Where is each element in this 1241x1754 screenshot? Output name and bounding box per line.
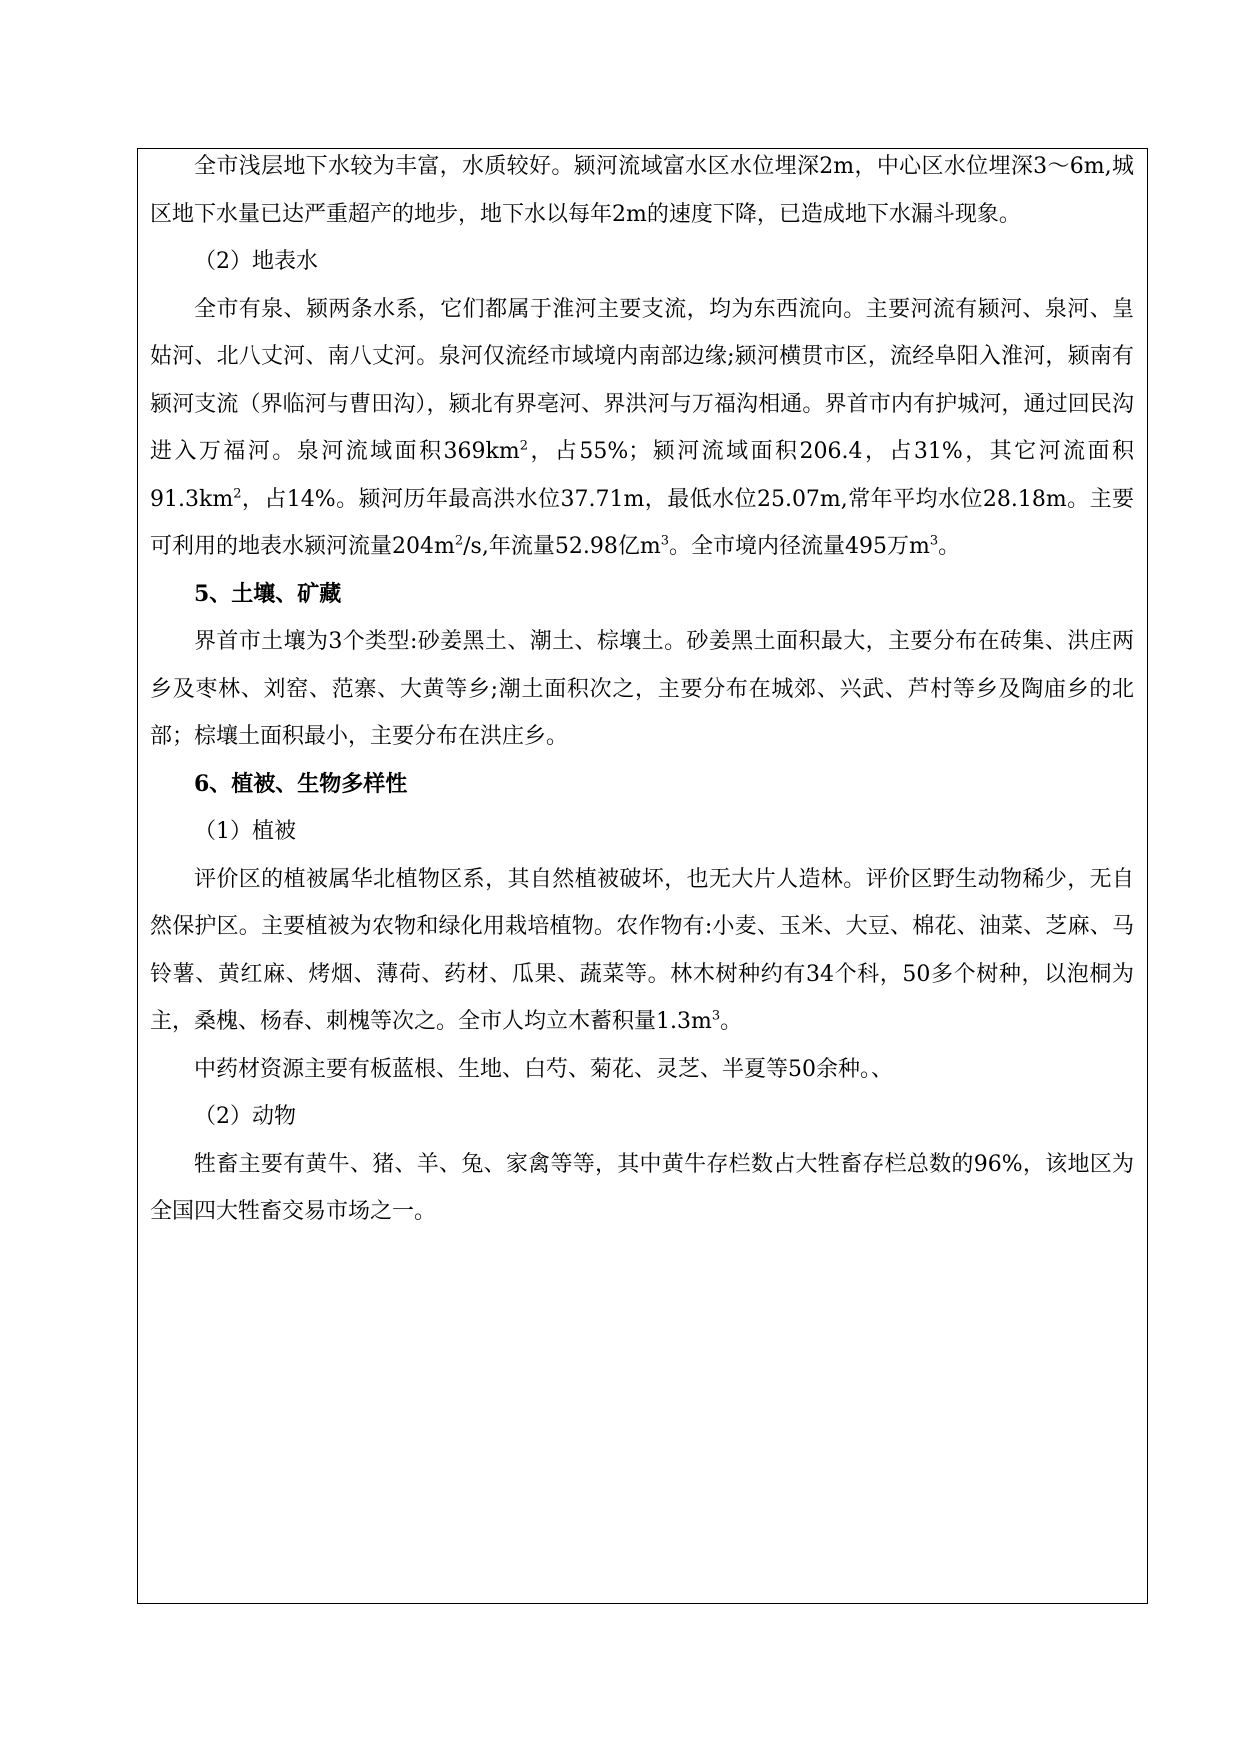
vegetation-heading: 6、植被、生物多样性 [194,770,408,797]
vegetation-paragraph [150,856,1134,1046]
animals-subtitle: （2）动物 [194,1104,296,1129]
vegetation-text-2: 。 [720,1009,743,1034]
surface-water-text-2: ，占55%；颍河流域面积206.4，占31%，其它河流面积91.3km [150,439,1134,512]
surface-water-paragraph [150,286,1134,571]
soil-heading: 5、土壤、矿藏 [194,580,342,607]
document-body [150,143,1134,1236]
soil-paragraph: 界首市土壤为3个类型:砂姜黑土、潮土、棕壤土。砂姜黑土面积最大，主要分布在砖集、洪庄两乡及枣林、刘窑、范寨、大黄等乡;潮土面积次之，主要分布在城郊、兴武、芦村等乡及陶庙乡的北部；棕壤土面积最小，主要分布在洪庄乡。 [150,629,1134,749]
herbal-medicine-paragraph: 中药材资源主要有板蓝根、生地、白芍、菊花、灵芝、半夏等50余种。、 [194,1056,893,1082]
surface-water-text-5: 。全市境内径流量495万m [668,534,930,559]
superscript: 2 [519,438,528,454]
surface-water-text-4: /s,年流量52.98亿m [463,534,661,559]
superscript: 2 [233,486,242,502]
surface-water-subtitle: （2）地表水 [194,249,318,274]
surface-water-text-3: ，占14%。颍河历年最高洪水位37.71m，最低水位25.07m,常年平均水位28.18m。主要可利用的地表水颍河流量204m [150,486,1134,559]
vegetation-text-1: 评价区的植被属华北植物区系，其自然植被破坏，也无大片人造林。评价区野生动物稀少，无自然保护区。主要植被为农物和绿化用栽培植物。农作物有:小麦、玉米、大豆、棉花、油菜、芝麻、马铃薯、黄红麻、烤烟、薄荷、药材、瓜果、蔬菜等。林木树种约有34个科，50多个树种，以泡桐为主，桑槐、杨春、刺槐等次之。全市人均立木蓄积量1.3m [150,866,1134,1034]
vegetation-subtitle: （1）植被 [194,819,296,844]
superscript: 3 [711,1008,721,1024]
surface-water-text-6: 。 [938,534,961,559]
superscript: 2 [454,533,464,549]
superscript: 3 [929,533,939,549]
groundwater-paragraph: 全市浅层地下水较为丰富，水质较好。颍河流域富水区水位埋深2m，中心区水位埋深3～6m,城区地下水量已达严重超产的地步，地下水以每年2m的速度下降，已造成地下水漏斗现象。 [150,154,1134,227]
surface-water-text-1: 全市有泉、颍两条水系，它们都属于淮河主要支流，均为东西流向。主要河流有颍河、泉河、皇姑河、北八丈河、南八丈河。泉河仅流经市域境内南部边缘;颍河横贯市区，流经阜阳入淮河，颍南有颍河支流（界临河与曹田沟），颍北有界亳河、界洪河与万福沟相通。界首市内有护城河，通过回民沟进入万福河。泉河流域面积369km [150,296,1134,464]
superscript: 3 [660,533,669,549]
animals-paragraph: 牲畜主要有黄牛、猪、羊、兔、家禽等等，其中黄牛存栏数占大牲畜存栏总数的96%，该地区为全国四大牲畜交易市场之一。 [150,1151,1134,1224]
